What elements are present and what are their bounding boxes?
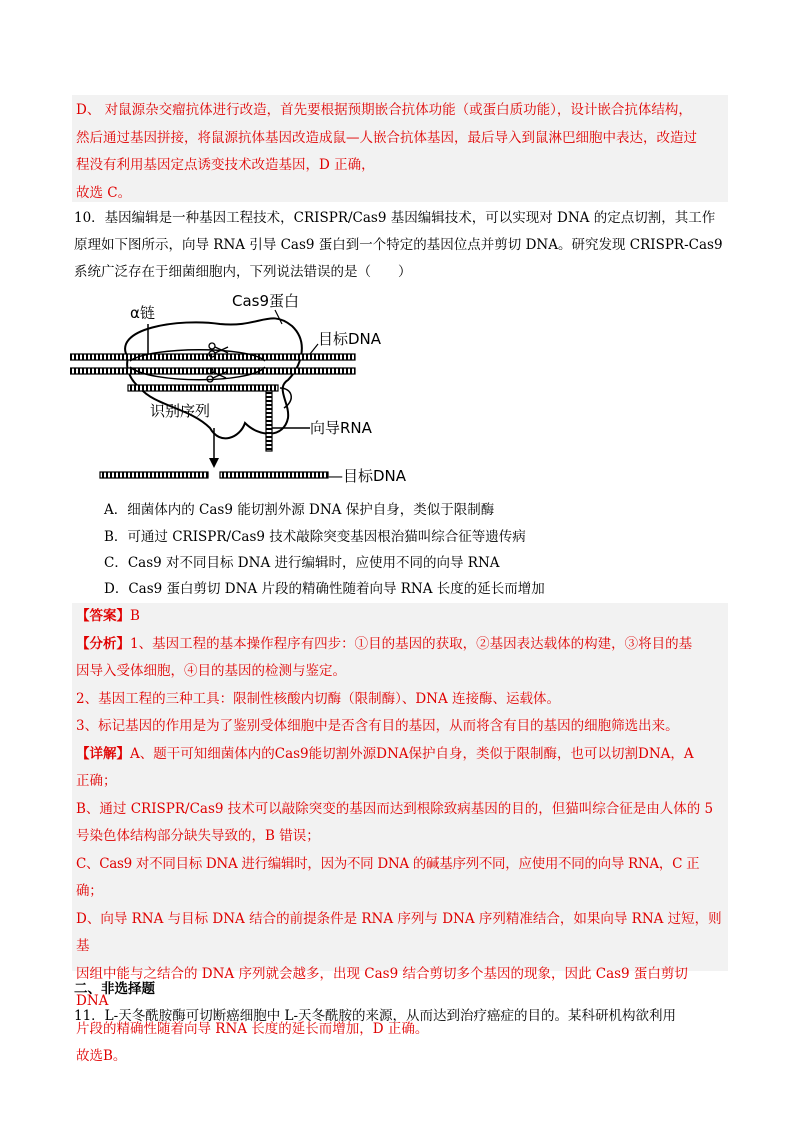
answer-label: 【答案】 [76,608,130,624]
cut-dna-left [100,472,208,478]
detail-line: C、Cas9 对不同目标 DNA 进行编辑时，因为不同 DNA 的碱基序列不同，应使用不同的向导 RNA，C 正确； [76,855,700,899]
detail-label: 【详解】 [76,745,130,762]
analysis-line: 2、基因工程的三种工具：限制性核酸内切酶（限制酶）、DNA 连接酶、运载体。 [76,690,561,707]
detail-line [76,741,724,769]
detail-line: B、通过 CRISPR/Cas9 技术可以敲除突变的基因而达到根除致病基因的目的，但猫叫综合征是由人体的 5 [76,800,714,817]
explanation-line: 然后通过基因拼接，将鼠源抗体基因改造成鼠—人嵌合抗体基因，最后导入到鼠淋巴细胞中表达，改造过 [76,129,697,146]
question-line: 原理如下图所示，向导 RNA 引导 Cas9 蛋白到一个特定的基因位点并剪切 DNA。研究发现 CRISPR-Cas9 [74,237,723,253]
target-dna-label-bottom: —目标DNA [328,467,407,485]
cut-dna-right [220,472,328,478]
option-d: D．Cas9 蛋白剪切 DNA 片段的精确性随着向导 RNA 长度的延长而增加 [104,581,545,597]
target-dna-label-top: 目标DNA [318,330,382,348]
previous-explanation [72,95,728,202]
option-a: A．细菌体内的 Cas9 能切割外源 DNA 保护自身，类似于限制酶 [104,502,495,518]
analysis-text: 1、基因工程的基本操作程序有四步：①目的基因的获取，②基因表达载体的构建，③将目的基 [130,635,693,652]
explanation-line: D、 对鼠源杂交瘤抗体进行改造，首先要根据预期嵌合抗体功能（或蛋白质功能），设计嵌合抗体结构， [76,102,692,118]
question-stem [74,205,734,286]
option-b: B．可通过 CRISPR/Cas9 技术敲除突变基因根治猫叫综合征等遗传病 [104,529,526,545]
explanation-line: 故选 C。 [76,184,132,201]
crispr-cas9-diagram [70,288,430,488]
detail-line: 片段的精确性随着向导 RNA 长度的延长而增加，D 正确。 [76,1020,429,1037]
analysis-label: 【分析】 [76,635,130,652]
analysis-line [76,631,724,659]
recognition-sequence-label: 识别序列 [150,402,211,420]
cas9-label: Cas9蛋白 [232,292,300,310]
explanation-line: 程没有利用基因定点诱变技术改造基因，D 正确， [76,157,375,173]
option-c: C．Cas9 对不同目标 DNA 进行编辑时，应使用不同的向导 RNA [104,555,500,571]
detail-line: D、向导 RNA 与目标 DNA 结合的前提条件是 RNA 序列与 DNA 序列精准结合，如果向导 RNA 过短，则基 [76,910,722,954]
section-heading: 二、非选择题 [74,981,155,997]
analysis-line: 因导入受体细胞，④目的基因的检测与鉴定。 [76,663,346,679]
question-line: 10．基因编辑是一种基因工程技术，CRISPR/Cas9 基因编辑技术，可以实现对 DNA 的定点切割，其工作 [74,210,716,226]
answer-line [76,603,724,631]
detail-line: 正确； [76,773,117,789]
question-line: 系统广泛存在于细菌细胞内，下列说法错误的是（ ） [74,264,412,280]
guide-rna-label: 向导RNA [310,419,372,437]
detail-line: 因组中能与之结合的 DNA 序列就会越多，出现 Cas9 结合剪切多个基因的现象，因此 Cas9 蛋白剪切 DNA [76,965,688,1009]
analysis-line: 3、标记基因的作用是为了鉴别受体细胞中是否含有目的基因，从而将含有目的基因的细胞筛选出来。 [76,718,679,734]
detail-line: 号染色体结构部分缺失导致的，B 错误； [76,828,320,844]
down-arrow-icon [209,458,219,468]
guide-rna-pairing [128,385,278,391]
alpha-chain-label: α链 [130,304,155,322]
guide-rna-stem [266,391,272,451]
answer-value: B [130,608,140,624]
conclusion-line: 故选B。 [76,1048,127,1064]
detail-text: A、题干可知细菌体内的Cas9能切割外源DNA保护自身，类似于限制酶，也可以切割DNA，A [130,745,694,762]
next-question: 11．L-天冬酰胺酶可切断癌细胞中 L-天冬酰胺的来源，从而达到治疗癌症的目的。某科研机构欲利用 [74,1008,677,1024]
